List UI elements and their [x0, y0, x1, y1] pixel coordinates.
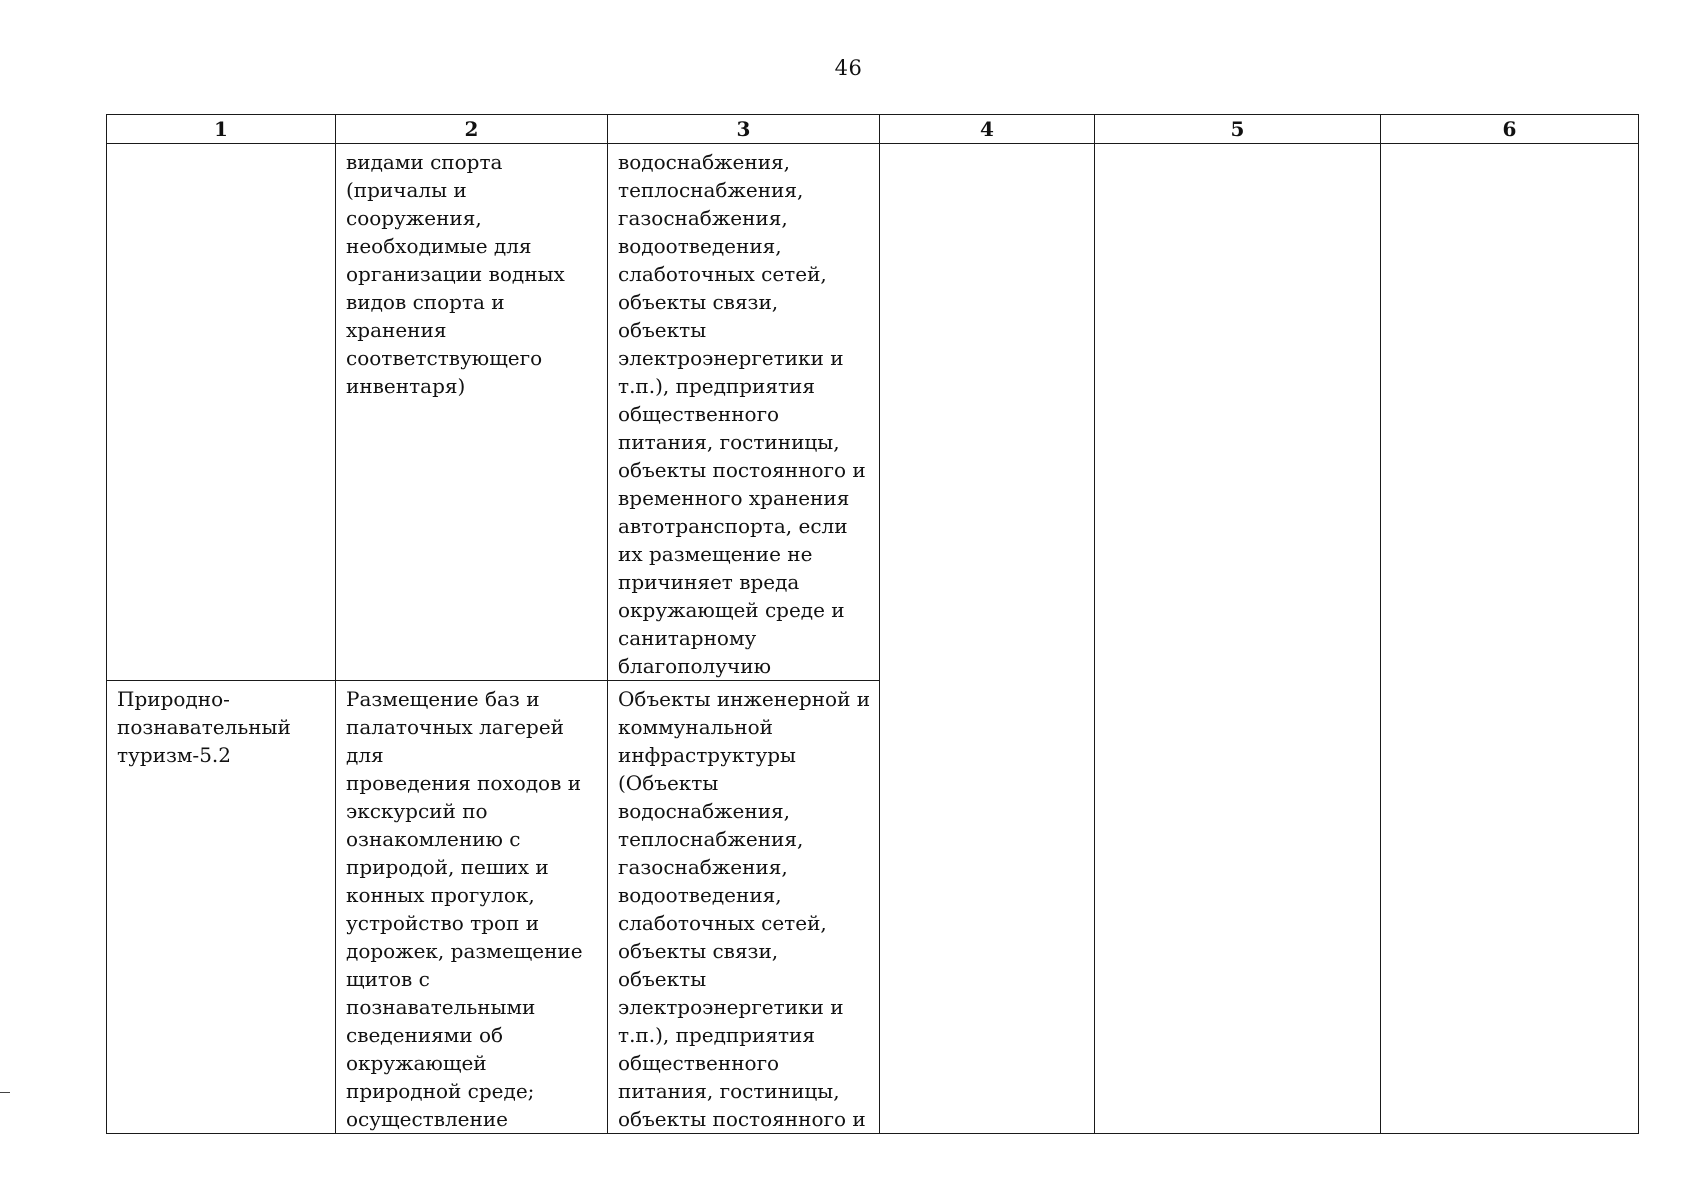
- zoning-table: [106, 114, 1639, 1134]
- table-row: [107, 144, 1639, 681]
- table-cell: [608, 681, 880, 1134]
- table-cell: [880, 144, 1095, 1134]
- cell-text: [1381, 144, 1638, 148]
- column-header-2: 2: [336, 115, 608, 144]
- cell-text: [880, 144, 1094, 148]
- table-cell: [107, 144, 336, 681]
- table-cell: [608, 144, 880, 681]
- column-header-5: 5: [1095, 115, 1381, 144]
- table-cell: [336, 681, 608, 1134]
- table-cell: [1381, 144, 1639, 1134]
- table-cell: [107, 681, 336, 1134]
- cell-text: Объекты инженерной и коммунальной инфраструктуры (Объекты водоснабжения, теплоснабжения, газоснабжения, водоотведения, слаботочных сетей, объекты связи, объекты электроэнергетики и т.п.), предприятия общественного питания, гостиницы, объекты постоянного и: [618, 687, 871, 1131]
- column-header-1: 1: [107, 115, 336, 144]
- cell-text: Размещение баз и палаточных лагерей для проведения походов и экскурсий по ознакомлению с природой, пеших и конных прогулок, устройство троп и дорожек, размещение щитов с познавательными сведениями об окружающей природной среде; осуществление: [346, 687, 583, 1131]
- column-header-3: 3: [608, 115, 880, 144]
- margin-mark: [0, 1092, 10, 1093]
- column-header-4: 4: [880, 115, 1095, 144]
- cell-text: Природно- познавательный туризм-5.2: [117, 687, 291, 767]
- table-cell: [336, 144, 608, 681]
- cell-text: [1095, 144, 1380, 148]
- page-number: 46: [834, 56, 863, 80]
- cell-text: водоснабжения, теплоснабжения, газоснабжения, водоотведения, слаботочных сетей, объекты связи, объекты электроэнергетики и т.п.), предприятия общественного питания, гостиницы, объекты постоянного и временного хранения автотранспорта, если их размещение не причиняет вреда окружающей среде и санитарному благополучию: [618, 150, 866, 678]
- cell-text: [107, 144, 335, 148]
- cell-text: видами спорта (причалы и сооружения, необходимые для организации водных видов спорта и хранения соответствующего инвентаря): [346, 150, 565, 398]
- table-cell: [1095, 144, 1381, 1134]
- table-header-row: [107, 115, 1639, 144]
- column-header-6: 6: [1381, 115, 1639, 144]
